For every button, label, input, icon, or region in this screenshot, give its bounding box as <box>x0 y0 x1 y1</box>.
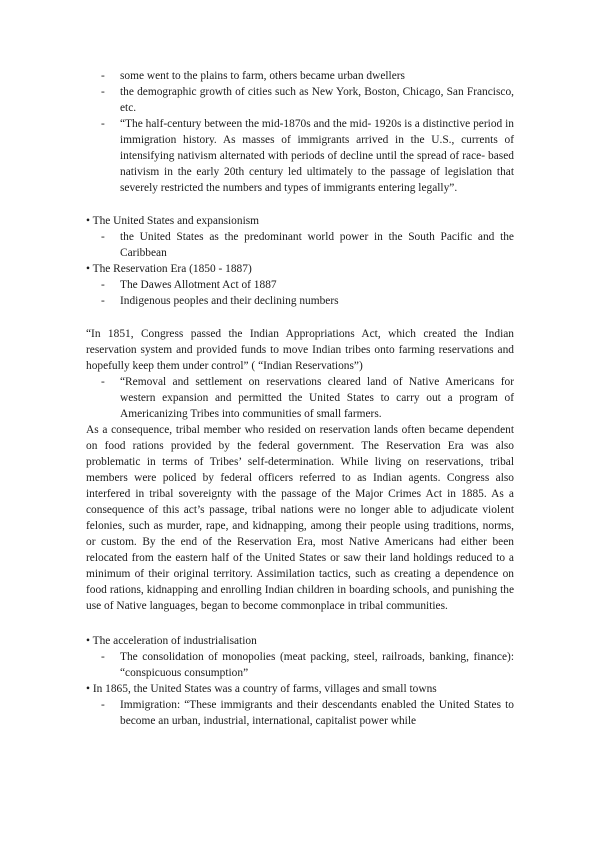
bullet-heading-1865: • In 1865, the United States was a country of farms, villages and small towns <box>86 683 437 695</box>
bullet-heading-expansionism: • The United States and expansionism <box>86 215 260 227</box>
dash-marker: - <box>101 651 105 663</box>
dash-marker: - <box>101 699 105 711</box>
dash-marker: - <box>101 86 105 98</box>
dash-marker: - <box>101 295 105 307</box>
list-item-text: some went to the plains to farm, others became urban dwellers <box>120 70 405 82</box>
list-item <box>86 84 514 116</box>
list-item-text: the demographic growth of cities such as New York, Boston, Chicago, San Francisco, etc. <box>120 86 514 114</box>
list-item <box>86 697 514 729</box>
dash-marker: - <box>101 376 105 388</box>
list-item <box>86 116 514 196</box>
list-item <box>86 649 514 681</box>
bullet-heading-industrialisation: • The acceleration of industrialisation <box>86 635 257 647</box>
dash-marker: - <box>101 118 105 130</box>
list-item-text: the United States as the predominant world power in the South Pacific and the Caribbean <box>120 231 514 259</box>
list-item <box>86 293 514 309</box>
list-item <box>86 229 514 261</box>
document-page <box>86 68 514 729</box>
bullet-heading-reservation-era: • The Reservation Era (1850 - 1887) <box>86 263 252 275</box>
list-item-text: “Removal and settlement on reservations cleared land of Native Americans for western expansion and permitted the United States to carry out a program of Americanizing Tribes into communities of small farmers. <box>120 376 514 420</box>
list-item-text: Indigenous peoples and their declining numbers <box>120 295 339 307</box>
list-item-text: The Dawes Allotment Act of 1887 <box>120 279 277 291</box>
list-item-text: “The half-century between the mid-1870s and the mid- 1920s is a distinctive period in immigration history. As masses of immigrants arrived in the U.S., currents of intensifying nativism alternated with periods of decline until the spread of race- based nativism in the early 20th century led ultimately to the passage of legislation that severely restricted the numbers and types of immigrants entering legally”. <box>120 118 514 194</box>
list-item <box>86 68 514 84</box>
quote-paragraph: “In 1851, Congress passed the Indian Appropriations Act, which created the Indian reservation system and provided funds to move Indian tribes onto farming reservations and hopefully keep them under control” ( “Indian Reservations”) <box>86 328 514 372</box>
dash-marker: - <box>101 231 105 243</box>
dash-marker: - <box>101 279 105 291</box>
body-paragraph: As a consequence, tribal member who resided on reservation lands often became dependent on food rations provided by the federal government. The Reservation Era was also problematic in terms of Tribes’ self-determination. While living on reservations, tribal members were policed by federal officers referred to as Indian agents. Congress also interfered in tribal sovereignty with the passage of the Major Crimes Act in 1885. As a consequence of this act’s passage, tribal nations were no longer able to adjudicate violent felonies, such as murder, rape, and kidnapping, among their people using traditions, norms, or custom. By the end of the Reservation Era, most Native Americans had either been relocated from the eastern half of the United States or saw their land holdings reduced to a minimum of their original territory. Assimilation tactics, such as creating a dependence on food rations, kidnapping and enrolling Indian children in boarding schools, and punishing the use of Native languages, began to become commonplace in tribal communities. <box>86 424 514 612</box>
list-item-text: The consolidation of monopolies (meat packing, steel, railroads, banking, finance): “conspicuous consumption” <box>120 651 514 679</box>
list-item <box>86 374 514 422</box>
dash-marker: - <box>101 70 105 82</box>
list-item-text: Immigration: “These immigrants and their descendants enabled the United States to become an urban, industrial, international, capitalist power while <box>120 699 514 727</box>
list-item <box>86 277 514 293</box>
